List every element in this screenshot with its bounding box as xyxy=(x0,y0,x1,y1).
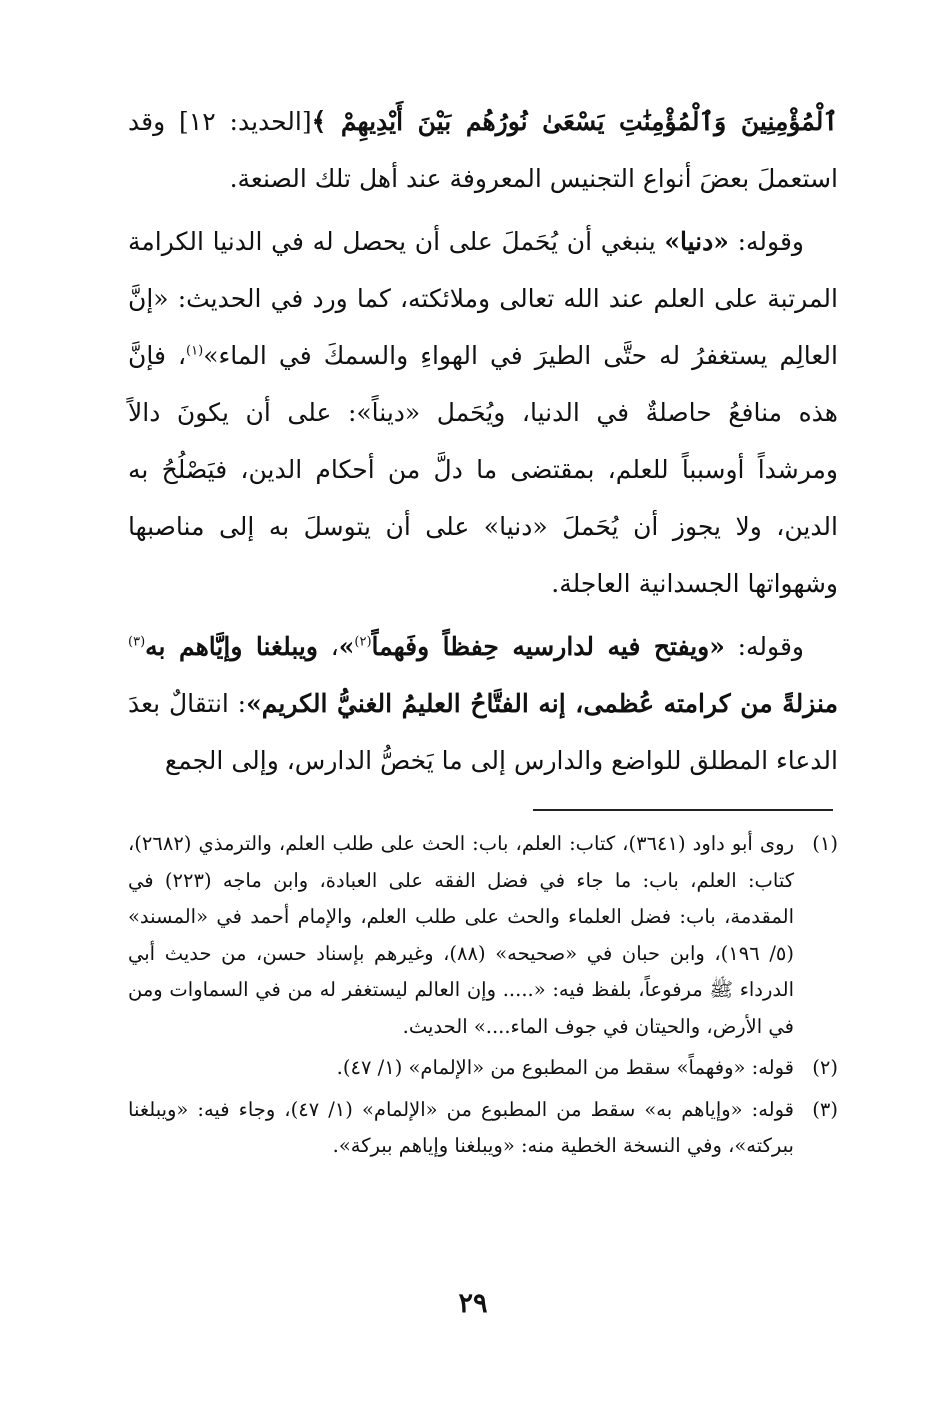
footnote-text: قوله: «وفهماً» سقط من المطبوع من «الإلمام» (١/ ٤٧). xyxy=(336,1056,794,1079)
paragraph-1-text: وقد استعملَ بعضَ أنواع التجنيس المعروفة عند أهل تلك الصنعة. xyxy=(128,107,838,193)
paragraph-3-lead: وقوله: xyxy=(724,632,804,661)
footnote-ref-2[interactable]: (٢) xyxy=(354,634,372,650)
footnote-text: قوله: «وإياهم به» سقط من المطبوع من «الإلمام» (١/ ٤٧)، وجاء فيه: «ويبلغنا ببركته»، وفي النسخة الخطية منه: «ويبلغنا وإياهم ببركة». xyxy=(128,1097,794,1157)
paragraph-3-text: : انتقالٌ بعدَ الدعاء المطلق للواضع والدارس إلى ما يَخصُّ الدارس، وإلى الجمع xyxy=(128,689,838,775)
paragraph-3-comma: ، xyxy=(317,632,339,661)
quran-verse: ٱلْمُؤْمِنِينَ وَٱلْمُؤْمِنَٰتِ يَسْعَىٰ نُورُهُم بَيْنَ أَيْدِيهِمْ ﴾ xyxy=(311,107,839,136)
footnote-separator xyxy=(533,809,833,811)
paragraph-3 xyxy=(128,618,838,789)
footnote-2 xyxy=(128,1050,838,1087)
footnote-1 xyxy=(128,826,838,1045)
footnote-number: (٢) xyxy=(812,1056,838,1079)
main-text xyxy=(128,93,838,789)
page-number: ٢٩ xyxy=(458,1288,488,1319)
paragraph-2-lead: وقوله: xyxy=(728,227,804,256)
footnote-text: روى أبو داود (٣٦٤١)، كتاب: العلم، باب: الحث على طلب العلم، والترمذي (٢٦٨٢)، كتاب: العلم، باب: ما جاء في فضل الفقه على العبادة، وابن ماجه (٢٢٣) في المقدمة، باب: فضل العلماء والحث على طلب العلم، والإمام أحمد في «المسند» (٥/ ١٩٦)، وابن حبان في «صحيحه» (٨٨)، وغيرهم بإسناد حسن، من حديث أبي الدرداء ﷺ مرفوعاً، بلفظ فيه: «..... وإن العالم ليستغفر له من في السماوات ومن في الأرض، والحيتان في جوف الماء....» الحديث. xyxy=(128,832,795,1038)
paragraph-1 xyxy=(128,93,838,207)
paragraph-3-bold-b: ويبلغنا وإيَّاهم به xyxy=(145,632,318,661)
paragraph-3-bold-a: «ويفتح فيه لدارسيه حِفظاً وفَهماً xyxy=(371,632,725,661)
paragraph-3-bold-c: منزلةً من كرامته عُظمى، إنه الفتَّاحُ العليمُ الغنيُّ الكريم» xyxy=(246,689,838,718)
footnote-ref-1[interactable]: (١) xyxy=(186,343,204,359)
paragraph-2 xyxy=(128,213,838,612)
footnote-3 xyxy=(128,1092,838,1165)
footnote-ref-3[interactable]: (٣) xyxy=(128,634,146,650)
footnote-number: (١) xyxy=(812,832,838,855)
footnotes xyxy=(128,826,838,1170)
paragraph-3-bold-close: » xyxy=(338,632,355,661)
paragraph-2-text-a: ينبغي أن يُحَملَ على أن يحصل له في الدنيا الكرامة المرتبة على العلم عند الله تعالى وملائكته، كما ورد في الحديث: «إنَّ العالِم يستغفرُ له حتَّى الطيرَ في الهواءِ والسمكَ في الماء» xyxy=(128,227,838,370)
paragraph-2-bold: «دنيا» xyxy=(664,227,729,256)
paragraph-2-text-b: ، فإنَّ هذه منافعُ حاصلةٌ في الدنيا، ويُحَمل «ديناً»: على أن يكونَ دالاً ومرشداً أوسبباً للعلم، بمقتضى ما دلَّ من أحكام الدين، فيَصْلُحُ به الدين، ولا يجوز أن يُحَملَ «دنيا» على أن يتوسلَ به إلى مناصبها وشهواتها الجسدانية العاجلة. xyxy=(128,341,838,598)
footnote-number: (٣) xyxy=(812,1097,838,1121)
verse-reference: [الحديد: ١٢] xyxy=(179,107,312,136)
